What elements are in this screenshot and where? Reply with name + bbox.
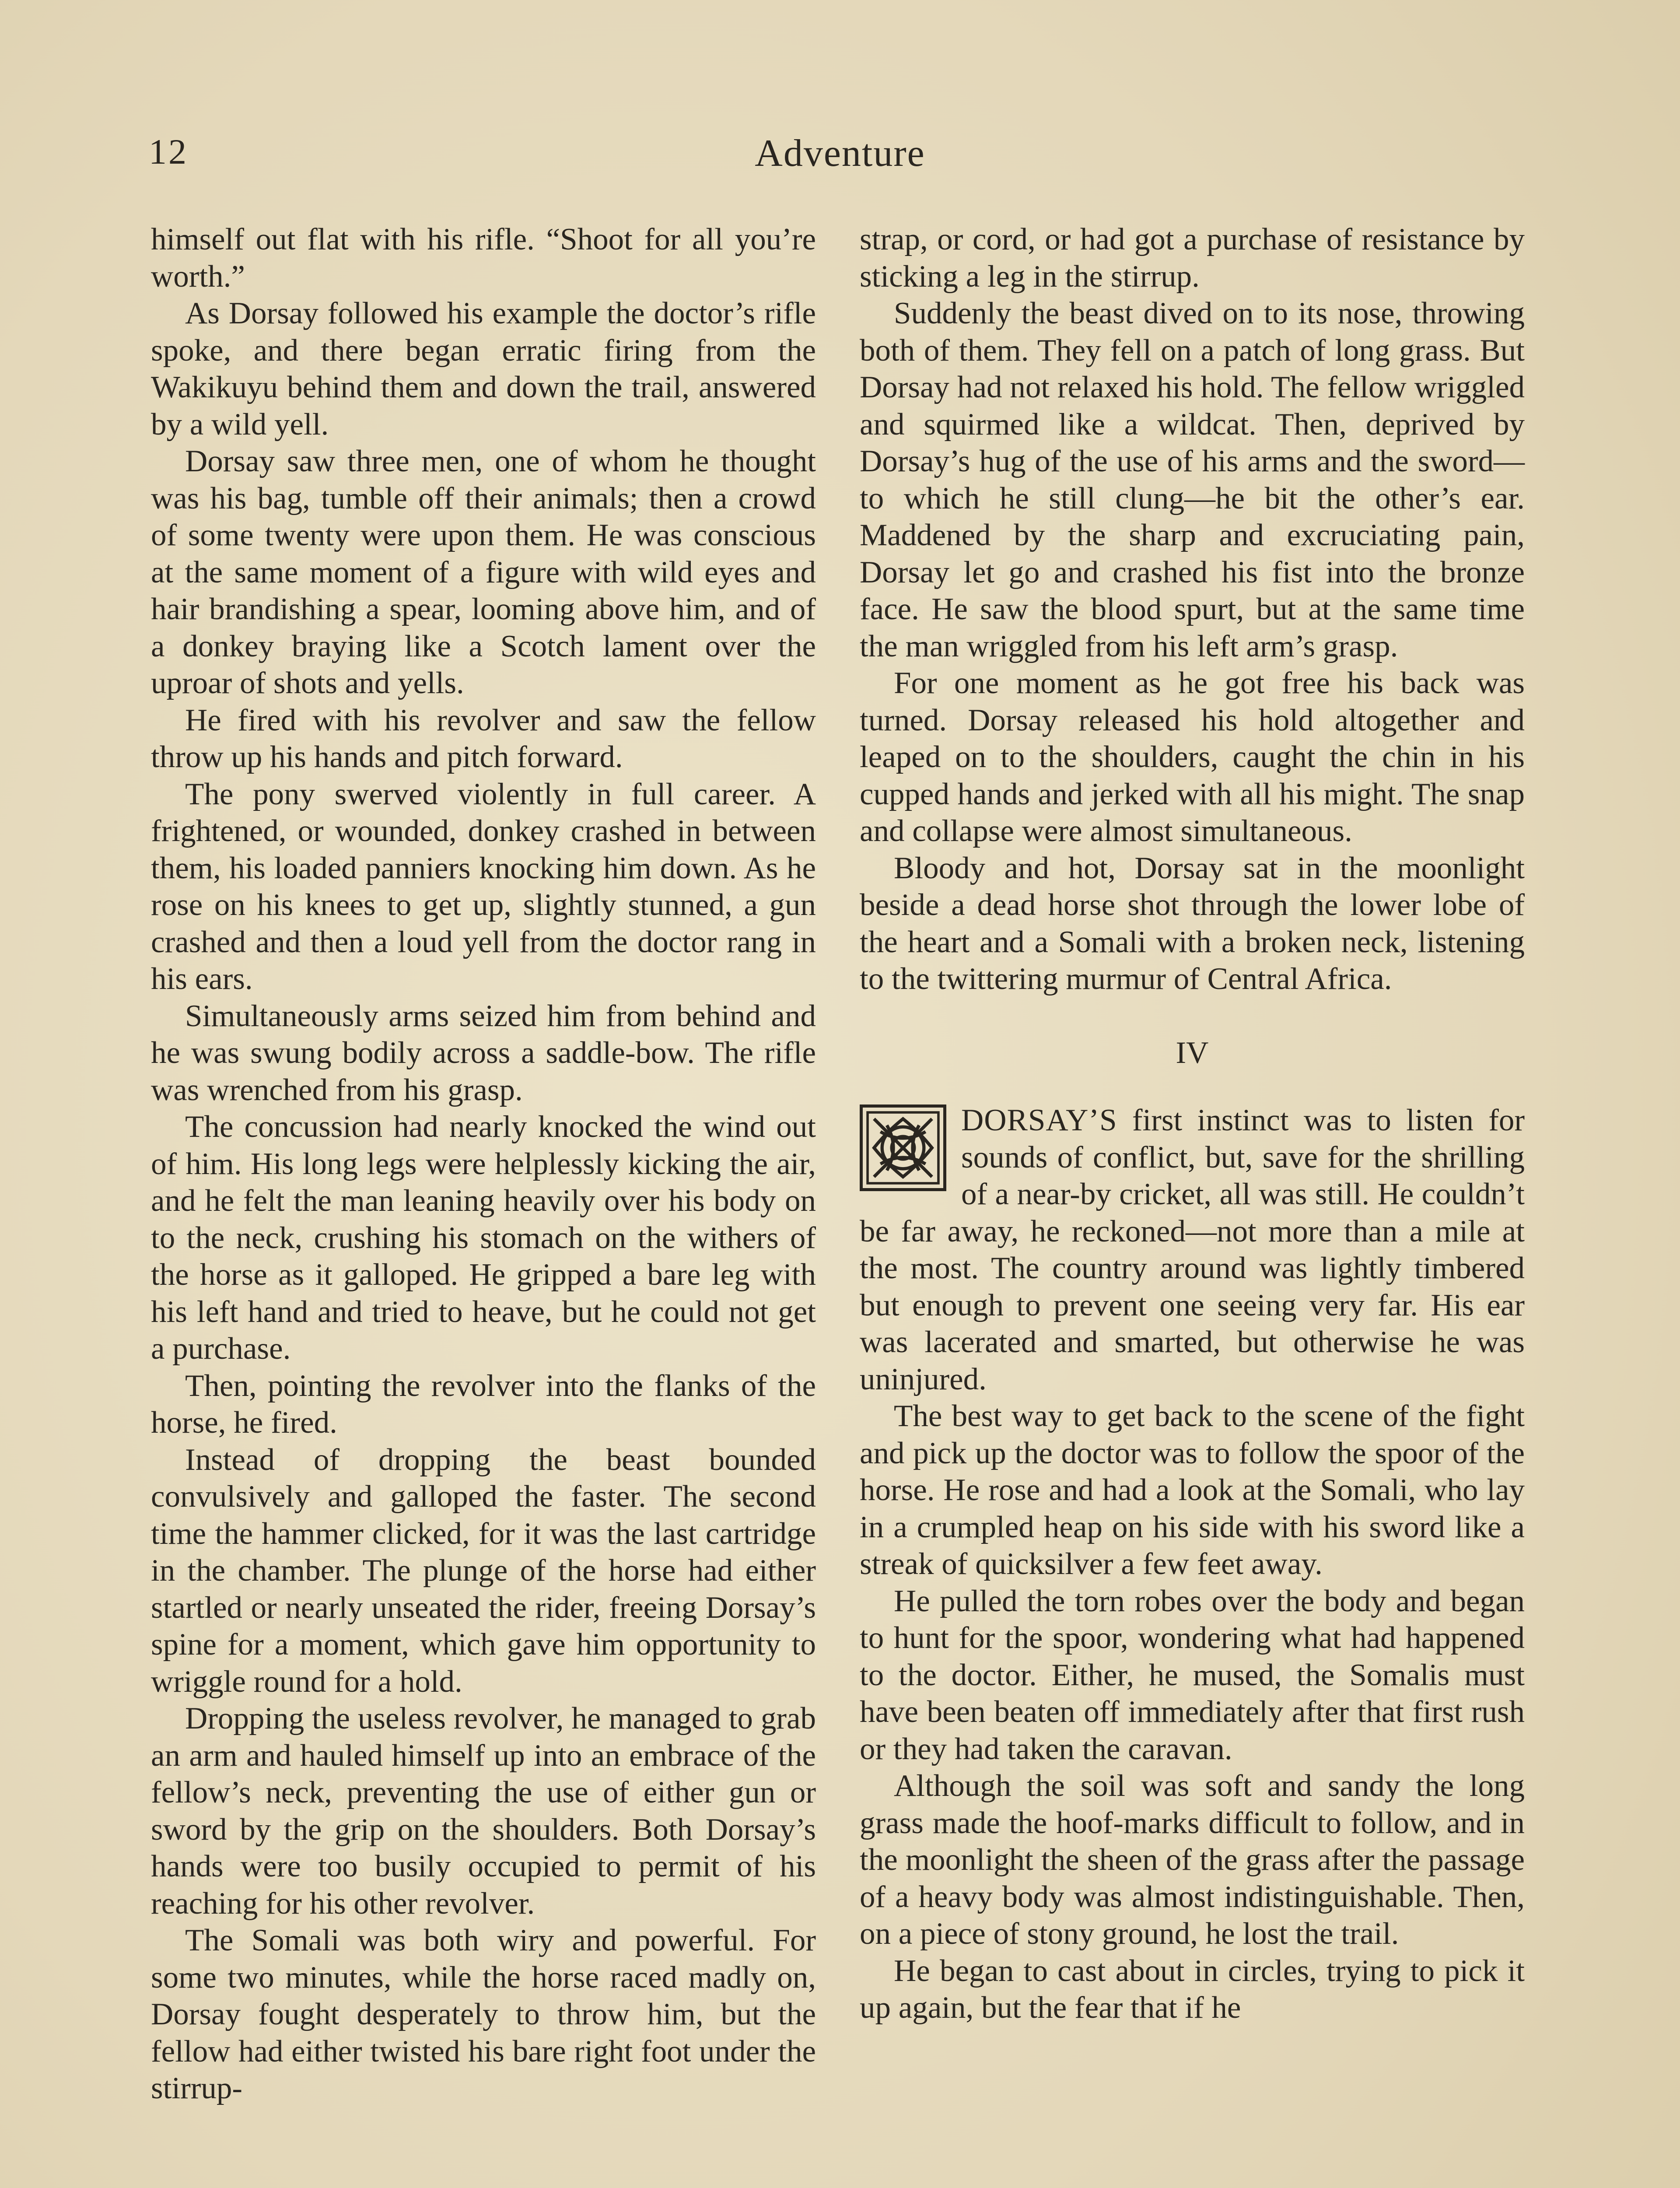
paragraph: Dorsay saw three men, one of whom he thought was his bag, tumble off their animals; then a crowd of some twenty were upon them. He was conscious at the same moment of a figure with wild eyes and hair brandishing a spear, looming above him, and of a donkey braying like a Scotch lament over the uproar of shots and yells.	[151, 444, 816, 700]
left-column	[151, 221, 816, 2107]
paragraph: He pulled the torn robes over the body and began to hunt for the spoor, wondering what had happened to the doctor. Either, he mused, the Somalis must have been beaten off immediately after that first rush or they had taken the caravan.	[860, 1584, 1525, 1766]
dropcap-paragraph-text: first instinct was to listen for sounds of conflict, but, save for the shrilling of a near-by cricket, all was still. He couldn’t be far away, he reckoned—not more than a mile at the most. The country around was lightly timbered but enough to prevent one seeing very far. His ear was lacerated and smarted, but otherwise he was uninjured.	[860, 1103, 1525, 1396]
page-header	[149, 131, 1531, 188]
right-column	[860, 221, 1525, 2027]
paragraph: As Dorsay followed his example the doctor’s rifle spoke, and there began erratic firing from the Wakikuyu behind them and down the trail, answered by a wild yell.	[151, 296, 816, 442]
dropcap-paragraph	[860, 1102, 1525, 1398]
paragraph: The best way to get back to the scene of the fight and pick up the doctor was to follow the spoor of the horse. He rose and had a look at the Somali, who lay in a crumpled heap on his side with his sword like a streak of quicksilver a few feet away.	[860, 1399, 1525, 1581]
paragraph: strap, or cord, or had got a purchase of resistance by sticking a leg in the stirrup.	[860, 222, 1525, 294]
running-title: Adventure	[755, 132, 925, 175]
paragraph: The pony swerved violently in full career. A frightened, or wounded, donkey crashed in between them, his loaded panniers knocking him down. As he rose on his knees to get up, slightly stunned, a gun crashed and then a loud yell from the doctor rang in his ears.	[151, 777, 816, 996]
section-number: IV	[1176, 1035, 1209, 1070]
dropcap-lead-word: DORSAY’S	[961, 1103, 1117, 1137]
paragraph: Instead of dropping the beast bounded convulsively and galloped the faster. The second time the hammer clicked, for it was the last cartridge in the chamber. The plunge of the horse had either startled or nearly unseated the rider, freeing Dorsay’s spine for a moment, which gave him opportunity to wriggle round for a hold.	[151, 1442, 816, 1699]
celtic-knot-icon	[860, 1105, 946, 1191]
paragraph: For one moment as he got free his back was turned. Dorsay released his hold altogether and leaped on to the shoulders, caught the chin in his cupped hands and jerked with all his might. The snap and collapse were almost simultaneous.	[860, 666, 1525, 848]
paragraph: Bloody and hot, Dorsay sat in the moonlight beside a dead horse shot through the lower lobe of the heart and a Somali with a broken neck, listening to the twittering murmur of Central Africa.	[860, 851, 1525, 996]
paragraph: Although the soil was soft and sandy the long grass made the hoof-marks difficult to follow, and in the moonlight the sheen of the grass after the passage of a heavy body was almost indistinguishable. Then, on a piece of stony ground, he lost the trail.	[860, 1769, 1525, 1951]
paragraph: Simultaneously arms seized him from behind and he was swung bodily across a saddle-bow. The rifle was wrenched from his grasp.	[151, 999, 816, 1107]
paragraph: He fired with his revolver and saw the fellow throw up his hands and pitch forward.	[151, 703, 816, 774]
paragraph: Dropping the useless revolver, he managed to grab an arm and hauled himself up into an embrace of the fellow’s neck, preventing the use of either gun or sword by the grip on the shoulders. Both Dorsay’s hands were too busily occupied to permit of his reaching for his other revolver.	[151, 1701, 816, 1921]
paragraph: He began to cast about in circles, trying to pick it up again, but the fear that if he	[860, 1953, 1525, 2025]
paragraph: The concussion had nearly knocked the wind out of him. His long legs were helplessly kicking the air, and he felt the man leaning heavily over his body on to the neck, crushing his stomach on the withers of the horse as it galloped. He gripped a bare leg with his left hand and tried to heave, but he could not get a purchase.	[151, 1110, 816, 1366]
paragraph: himself out flat with his rifle. “Shoot for all you’re worth.”	[151, 222, 816, 294]
page-number: 12	[149, 132, 188, 172]
paragraph: The Somali was both wiry and powerful. For some two minutes, while the horse raced madly on, Dorsay fought desperately to throw him, but the fellow had either twisted his bare right foot under the stirrup-	[151, 1923, 816, 2105]
paragraph: Suddenly the beast dived on to its nose, throwing both of them. They fell on a patch of long grass. But Dorsay had not relaxed his hold. The fellow wriggled and squirmed like a wildcat. Then, deprived by Dorsay’s hug of the use of his arms and the sword—to which he still clung—he bit the other’s ear. Maddened by the sharp and excruciating pain, Dorsay let go and crashed his fist into the bronze face. He saw the blood spurt, but at the same time the man wriggled from his left arm’s grasp.	[860, 296, 1525, 663]
paragraph: Then, pointing the revolver into the flanks of the horse, he fired.	[151, 1368, 816, 1440]
